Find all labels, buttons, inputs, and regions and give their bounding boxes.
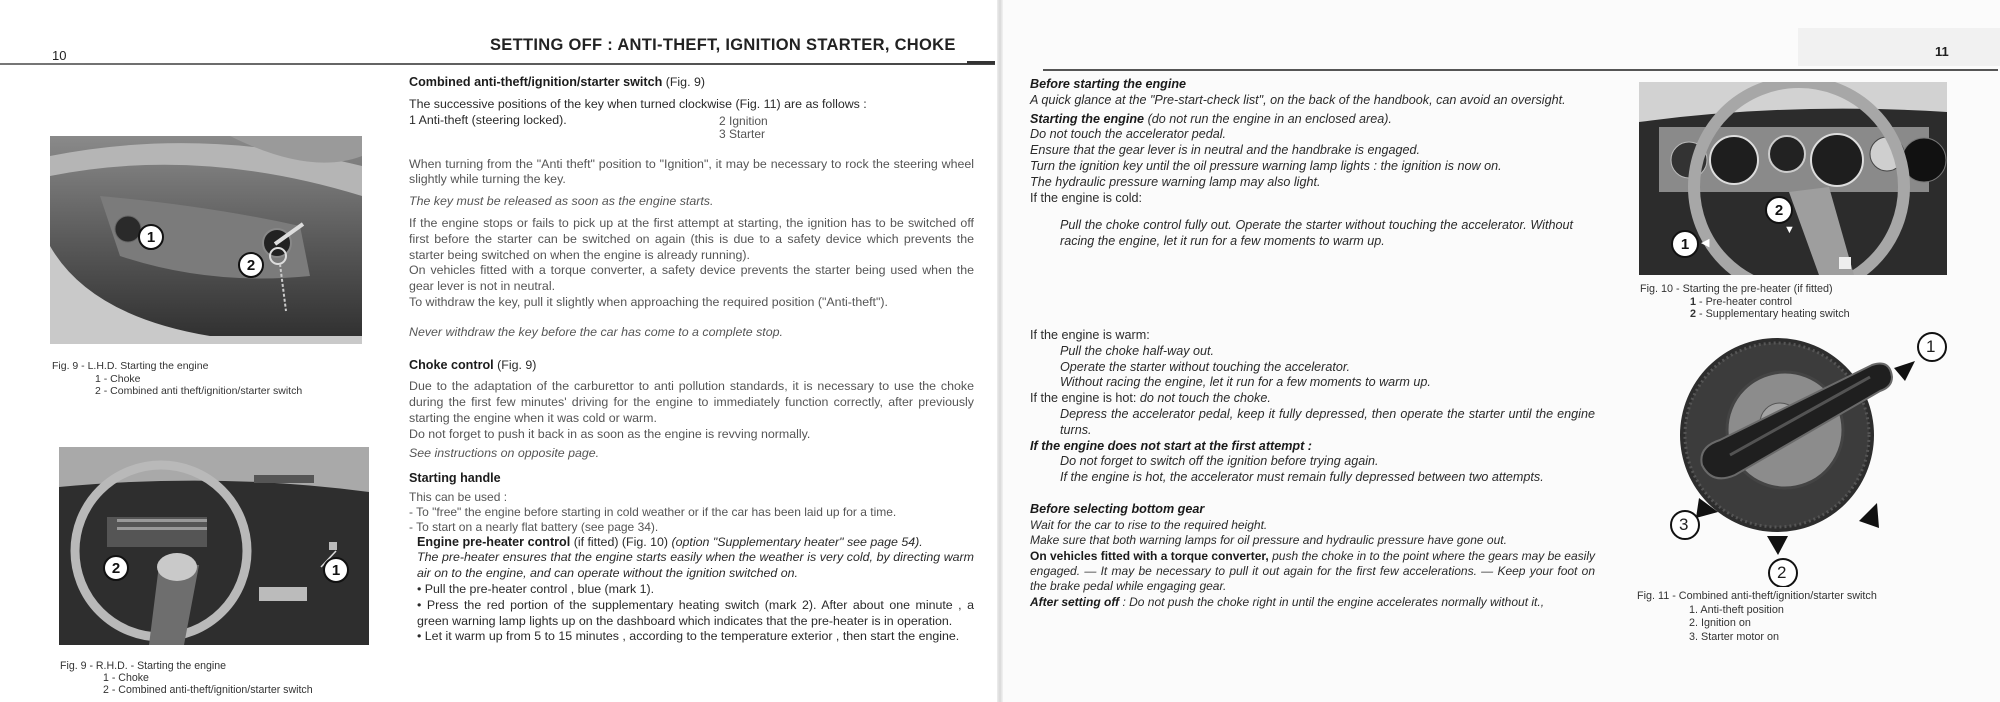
bullet-icon: • [417, 597, 427, 612]
fail-line-2: If the engine is hot, the accelerator must remain fully depressed between two attempts. [1060, 470, 1544, 485]
ignition-key-switch-illustration [1640, 325, 1960, 587]
hot-label: If the engine is hot: [1030, 391, 1137, 406]
fig9-lhd-caption-item-1: 1 - Choke [95, 372, 141, 385]
right-text-column [1030, 77, 1595, 610]
cold-label: If the engine is cold: [1030, 190, 1143, 205]
switch-position-2: 2 Ignition [719, 113, 768, 128]
fig11-marker-3: 3 [1679, 515, 1689, 534]
para-rock: When turning from the "Anti theft" position to "Ignition", it may be necessary to rock the steering wheel slightly while turning the key. [409, 156, 974, 187]
starting-heading-rest: (do not run the engine in an enclosed area). [1147, 111, 1392, 126]
position-1-arrow [1894, 361, 1915, 381]
fig9-lhd-marker-2: 2 [238, 252, 264, 278]
fig9-lhd-caption-item-2: 2 - Combined anti theft/ignition/starter switch [95, 385, 303, 397]
fig10-marker-1: 1 [1671, 230, 1699, 258]
switch-positions [409, 113, 974, 141]
preheater-heading-option: (option "Supplementary heater" see page 54). [671, 534, 923, 549]
fig10-marker-2: 2 [1765, 196, 1793, 224]
choke-heading-ref: (Fig. 9) [497, 357, 537, 372]
para-withdraw: To withdraw the key, pull it slightly when approaching the required position ("Anti-theft"). [409, 294, 888, 309]
warm-line-2: Operate the starter without touching the accelerator. [1060, 359, 1351, 374]
fig11-caption [1637, 590, 1877, 644]
starting-heading: Starting the engine [1030, 111, 1145, 126]
fig11-caption-item-2: 2. Ignition on [1689, 617, 1751, 630]
fig9-lhd-caption-title: Fig. 9 - L.H.D. Starting the engine [52, 360, 209, 372]
header-shade [1798, 28, 2000, 66]
fig9-rhd-marker-2: 2 [103, 555, 129, 581]
handle-item-2: - To start on a nearly flat battery (see page 34). [409, 519, 659, 534]
bullet-icon: • [417, 629, 425, 644]
fig9-rhd-caption [60, 661, 313, 696]
fail-label: If the engine does not start at the first attempt : [1030, 438, 1312, 453]
position-2-arrow [1767, 536, 1788, 555]
rest-arrow [1859, 503, 1879, 528]
left-text-column [409, 75, 974, 645]
fig10-caption [1640, 283, 1850, 321]
starting-line-4: The hydraulic pressure warning lamp may also light. [1030, 174, 1321, 189]
hot-text: Depress the accelerator pedal, keep it fully depressed, then operate the starter until the engine turns. [1060, 406, 1595, 437]
torque-converter-bold: On vehicles fitted with a torque converter, [1030, 548, 1269, 563]
para-choke-see: See instructions on opposite page. [409, 445, 600, 460]
bottom-gear-line-2: Make sure that both warning lamps for oil pressure and hydraulic pressure have gone out. [1030, 533, 1507, 548]
fig10-caption-item-2: - Supplementary heating switch [1699, 308, 1850, 321]
handle-item-1: - To "free" the engine before starting in cold weather or if the car has been laid up for a time. [409, 504, 897, 519]
handle-intro: This can be used : [409, 490, 508, 505]
after-setting-off-bold: After setting off [1030, 594, 1120, 609]
fig9-rhd-marker-1: 1 [323, 557, 349, 583]
handle-heading: Starting handle [409, 471, 501, 486]
preheater-heading: Engine pre-heater control [417, 534, 571, 549]
preheater-intro: The pre-heater ensures that the engine starts easily when the weather is very cold, by directing warm air on to the engine, and can operate without the ignition switched on. [417, 550, 974, 581]
header-rule-right [1043, 69, 1998, 71]
arrow-down-icon: ▼ [1784, 224, 1795, 236]
switch-position-3: 3 Starter [719, 126, 766, 141]
fig11-marker-2: 2 [1777, 563, 1787, 582]
fig9-lhd-photo [50, 136, 362, 344]
header-rule-left [0, 63, 995, 65]
page-number-right: 11 [1935, 44, 1949, 59]
preheater-bullet-2: Press the red portion of the supplementary heating switch (mark 2). After about one minute , a green warning lamp lights up on the dashboard which indicates that the pre-heater is in operation. [417, 597, 975, 628]
steering-column-illustration [50, 136, 362, 344]
fig9-rhd-caption-title: Fig. 9 - R.H.D. - Starting the engine [60, 660, 227, 672]
bottom-gear-line-1: Wait for the car to rise to the required height. [1030, 517, 1268, 532]
preheater-bullet-3: Let it warm up from 5 to 15 minutes , according to the temperature exterior , then start the engine. [424, 629, 960, 644]
page-number-left: 10 [52, 48, 67, 63]
para-stops: If the engine stops or fails to pick up at the first attempt at starting, the ignition has to be switched off first before the starter can be switched on again (this is due to a safety device which prevents the starter being switched on when the engine is already running). [409, 215, 974, 262]
cold-text: Pull the choke control fully out. Operate the starter without touching the accelerator. Without racing the engine, let it run for a few moments to warm up. [1060, 218, 1573, 249]
bullet-icon: • [417, 581, 425, 596]
bottom-gear-heading: Before selecting bottom gear [1030, 501, 1205, 516]
fig9-lhd-caption [52, 360, 302, 398]
fig10-caption-num-2: 2 [1690, 308, 1697, 321]
hot-label-rest: do not touch the choke. [1139, 391, 1271, 406]
fail-line-1: Do not forget to switch off the ignition before trying again. [1060, 454, 1379, 469]
switch-position-1: 1 Anti-theft (steering locked). [409, 112, 567, 127]
fig9-rhd-caption-item-1: 1 - Choke [103, 671, 149, 684]
para-torque: On vehicles fitted with a torque converter, a safety device prevents the starter being used when the gear lever is not in neutral. [409, 263, 974, 294]
warm-label: If the engine is warm: [1030, 327, 1150, 342]
fig10-caption-num-1: 1 [1690, 295, 1697, 308]
para-choke-due: Due to the adaptation of the carburettor to anti pollution standards, it is necessary to use the choke during the first few minutes' driving for the engine to immediately function correctly, after previously starting the engine when it was cold or warm. [409, 379, 974, 425]
starting-line-1: Do not touch the accelerator pedal. [1030, 127, 1227, 142]
starting-line-2: Ensure that the gear lever is in neutral and the handbrake is engaged. [1030, 143, 1420, 158]
fig11-illustration [1640, 325, 1960, 587]
fig11-caption-item-3: 3. Starter motor on [1689, 630, 1780, 643]
fig10-caption-title: Fig. 10 - Starting the pre-heater (if fitted) [1640, 283, 1833, 295]
warm-line-3: Without racing the engine, let it run for a few moments to warm up. [1060, 375, 1431, 390]
para-release: The key must be released as soon as the engine starts. [409, 194, 714, 209]
para-never: Never withdraw the key before the car has come to a complete stop. [409, 324, 783, 339]
fig10-caption-item-1: - Pre-heater control [1699, 295, 1793, 308]
torque-converter-text: push the choke in to the point where the gears may be easily engaged. — It may be necessary to pull it out again for the first few accelerations. — Keep your foot on the brake pedal while engaging gear. [1030, 548, 1595, 594]
after-setting-off-text: : Do not push the choke right in until the engine accelerates normally without it., [1122, 594, 1545, 609]
switch-heading-ref: (Fig. 9) [665, 75, 705, 89]
starting-line-3: Turn the ignition key until the oil pressure warning lamp lights : the ignition is now on. [1030, 158, 1502, 173]
switch-heading: Combined anti-theft/ignition/starter switch [409, 75, 663, 89]
before-start-text: A quick glance at the "Pre-start-check list", on the back of the handbook, can avoid an oversight. [1030, 92, 1566, 107]
before-start-heading: Before starting the engine [1030, 77, 1187, 91]
switch-intro: The successive positions of the key when turned clockwise (Fig. 11) are as follows : [409, 96, 867, 111]
fig10-photo [1639, 82, 1947, 275]
fig11-marker-1: 1 [1926, 337, 1936, 356]
fig11-caption-title: Fig. 11 - Combined anti-theft/ignition/starter switch [1637, 590, 1877, 602]
dashboard-illustration [59, 447, 369, 645]
preheater-bullet-1: Pull the pre-heater control , blue (mark 1). [424, 581, 655, 596]
para-choke-push: Do not forget to push it back in as soon as the engine is revving normally. [409, 426, 811, 441]
warm-line-1: Pull the choke half-way out. [1060, 343, 1215, 358]
fig11-caption-item-1: 1. Anti-theft position [1689, 603, 1784, 616]
preheater-heading-rest: (if fitted) (Fig. 10) [573, 534, 669, 549]
fig9-rhd-photo [59, 447, 369, 645]
arrow-left-icon: ◀ [1701, 237, 1710, 249]
choke-heading: Choke control [409, 357, 494, 372]
fig9-lhd-marker-1: 1 [138, 224, 164, 250]
fig9-rhd-caption-item-2: 2 - Combined anti-theft/ignition/starter switch [103, 683, 313, 696]
chapter-title: SETTING OFF : ANTI-THEFT, IGNITION STARTER, CHOKE [490, 36, 956, 54]
